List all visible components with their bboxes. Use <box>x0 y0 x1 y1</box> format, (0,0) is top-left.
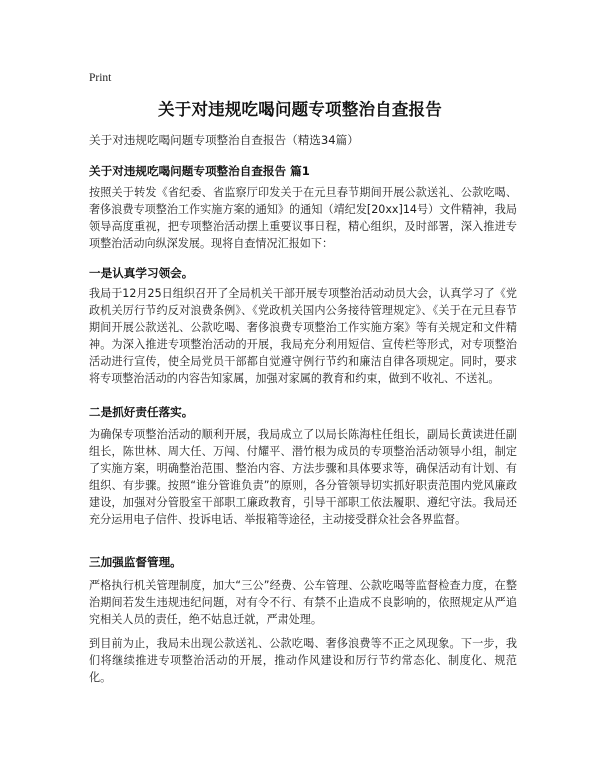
supervision-paragraph: 严格执行机关管理制度，加大“三公”经费、公车管理、公款吃喝等监督检查力度，在整治期间若发生违规违纪问题，对有令不行、有禁不止造成不良影响的，依照规定从严追究相关人员的责任，绝不姑息迁就，严肃处理。 <box>89 579 517 626</box>
page-title: 关于对违规吃喝问题专项整治自查报告 <box>158 100 442 119</box>
document-subtitle: 关于对违规吃喝问题专项整治自查报告（精选34篇） <box>89 133 359 147</box>
section-heading-supervision: 三加强监督管理。 <box>89 555 182 569</box>
study-paragraph: 我局于12月25日组织召开了全局机关干部开展专项整治活动动员大会，认真学习了《党政机关厉行节约反对浪费条例》、《党政机关国内公务接待管理规定》、《关于在元旦春节期间开展公款送礼、公款吃喝、奢侈浪费专项整治工作实施方案》等有关规定和文件精神。为深入推进专项整治活动的开展，我局充分利用短信、宣传栏等形式，对专项整治活动进行宣传，使全局党员干部都自觉遵守例行节约和廉洁自律各项规定。同时，要求将专项整治活动的内容告知家属，加强对家属的教育和约束，做到不收礼、不送礼。 <box>89 287 517 385</box>
article-heading: 关于对违规吃喝问题专项整治自查报告 篇1 <box>89 164 310 178</box>
intro-paragraph: 按照关于转发《省纪委、省监察厅印发关于在元旦春节期间开展公款送礼、公款吃喝、奢侈浪费专项整治工作实施方案的通知》的通知（靖纪发[20xx]14号）文件精神，我局领导高度重视，把专项整治活动摆上重要议事日程，精心组织，及时部署，深入推进专项整治活动向纵深发展。现将自查情况汇报如下： <box>89 186 517 250</box>
print-link[interactable]: Print <box>89 72 112 84</box>
responsibility-paragraph: 为确保专项整治活动的顺利开展，我局成立了以局长陈海柱任组长，副局长黄读进任副组长，陈世林、周大任、万闯、付耀平、潜竹根为成员的专项整治活动领导小组，制定了实施方案，明确整治范围、整治内容、方法步骤和具体要求等，确保活动有计划、有组织、有步骤。按照“谁分管谁负责”的原则，各分管领导切实抓好职责范围内党风廉政建设，加强对分管股室干部职工廉政教育，引导干部职工依法履职、遵纪守法。我局还充分运用电子信件、投诉电话、举报箱等途径，主动接受群众社会各界监督。 <box>89 428 517 526</box>
section-heading-responsibility: 二是抓好责任落实。 <box>89 405 194 419</box>
conclusion-paragraph: 到目前为止，我局未出现公款送礼、公款吃喝、奢侈浪费等不正之风现象。下一步，我们将继续推进专项整治活动的开展，推动作风建设和厉行节约常态化、制度化、规范化。 <box>89 637 517 684</box>
section-heading-study: 一是认真学习领会。 <box>89 266 194 280</box>
